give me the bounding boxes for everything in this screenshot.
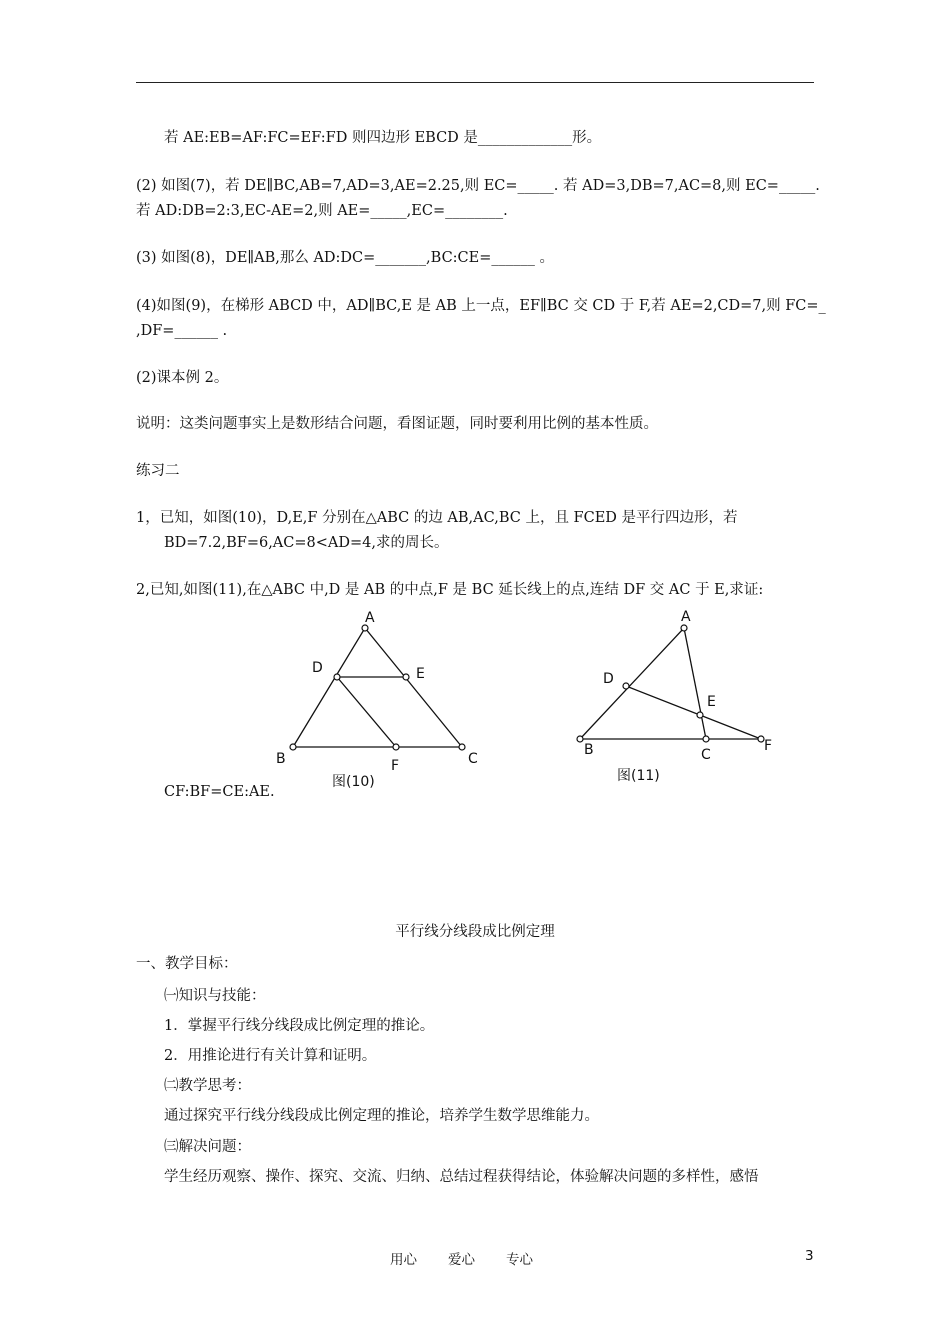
fig10-caption: 图(10)	[332, 774, 375, 790]
heading-teaching-goals: 一、教学目标：	[136, 956, 238, 972]
figure-11	[565, 605, 785, 790]
fig10-label-f: F	[391, 758, 400, 774]
footer-word-2: 爱心	[448, 1252, 475, 1268]
text-line-9: 练习二	[136, 463, 180, 479]
fig11-label-f: F	[764, 738, 773, 754]
text-line-4: (3) 如图(8)，DE∥AB,那么 AD:DC=_______,BC:CE=______ 。	[136, 250, 554, 266]
subheading-problem-solving: ㈢解决问题：	[164, 1139, 251, 1155]
item-knowledge-1: 1．掌握平行线分线段成比例定理的推论。	[164, 1018, 435, 1034]
section-title: 平行线分线段成比例定理	[395, 924, 555, 940]
fig11-point-b	[577, 736, 583, 742]
text-line-1: 若 AE:EB=AF:FC=EF:FD 则四边形 EBCD 是_____________形。	[164, 130, 602, 146]
fig11-point-c	[703, 736, 709, 742]
fig10-label-c: C	[468, 751, 478, 767]
text-line-11: BD=7.2,BF=6,AC=8<AD=4,求的周长。	[164, 535, 449, 551]
fig10-side-ab	[293, 628, 365, 747]
text-line-8: 说明：这类问题事实上是数形结合问题，看图证题，同时要利用比例的基本性质。	[136, 416, 658, 432]
fig11-label-d: D	[603, 671, 614, 687]
fig10-segment-df	[337, 677, 396, 747]
fig10-label-b: B	[276, 751, 286, 767]
figure-11-svg	[565, 605, 785, 790]
text-line-12: 2,已知,如图(11),在△ABC 中,D 是 AB 的中点,F 是 BC 延长线上的点,连结 DF 交 AC 于 E,求证:	[136, 582, 764, 598]
text-line-5: (4)如图(9)，在梯形 ABCD 中，AD∥BC,E 是 AB 上一点，EF∥BC 交 CD 于 F,若 AE=2,CD=7,则 FC=_	[136, 298, 826, 314]
fig11-side-ac	[684, 628, 706, 739]
fig11-label-c: C	[701, 747, 711, 763]
fig10-label-e: E	[416, 666, 425, 682]
text-line-7: (2)课本例 2。	[136, 370, 229, 386]
fig10-point-f	[393, 744, 399, 750]
footer-word-3: 专心	[506, 1252, 533, 1268]
fig10-side-ac	[365, 628, 462, 747]
fig10-label-a: A	[365, 610, 375, 626]
fig10-point-b	[290, 744, 296, 750]
header-rule	[136, 82, 814, 83]
fig11-label-e: E	[707, 694, 716, 710]
fig10-point-c	[459, 744, 465, 750]
figure-10-svg	[270, 605, 500, 790]
text-line-13: CF:BF=CE:AE.	[164, 784, 275, 800]
footer-word-1: 用心	[390, 1252, 417, 1268]
text-line-3: 若 AD:DB=2:3,EC-AE=2,则 AE=_____,EC=________.	[136, 203, 508, 219]
text-line-2: (2) 如图(7)，若 DE∥BC,AB=7,AD=3,AE=2.25,则 EC=_____. 若 AD=3,DB=7,AC=8,则 EC=_____.	[136, 178, 820, 194]
fig11-point-a	[681, 625, 687, 631]
fig10-point-d	[334, 674, 340, 680]
fig11-caption: 图(11)	[617, 768, 660, 784]
text-line-10: 1，已知，如图(10)，D,E,F 分别在△ABC 的边 AB,AC,BC 上，且 FCED 是平行四边形，若	[136, 510, 738, 526]
subheading-thinking: ㈡教学思考：	[164, 1078, 251, 1094]
fig11-label-b: B	[584, 742, 594, 758]
fig10-label-d: D	[312, 660, 323, 676]
fig11-point-d	[623, 683, 629, 689]
fig10-point-e	[403, 674, 409, 680]
page-number: 3	[805, 1248, 814, 1264]
figure-10	[270, 605, 500, 790]
subheading-knowledge: ㈠知识与技能：	[164, 988, 266, 1004]
text-line-6: ,DF=______ .	[136, 323, 228, 339]
fig11-point-e	[697, 712, 703, 718]
item-problem-solving-1: 学生经历观察、操作、探究、交流、归纳、总结过程获得结论，体验解决问题的多样性，感悟	[164, 1169, 759, 1185]
fig11-label-a: A	[681, 609, 691, 625]
fig11-side-ab	[580, 628, 684, 739]
item-thinking-1: 通过探究平行线分线段成比例定理的推论，培养学生数学思维能力。	[164, 1108, 599, 1124]
item-knowledge-2: 2．用推论进行有关计算和证明。	[164, 1048, 377, 1064]
fig11-segment-df	[626, 686, 761, 739]
